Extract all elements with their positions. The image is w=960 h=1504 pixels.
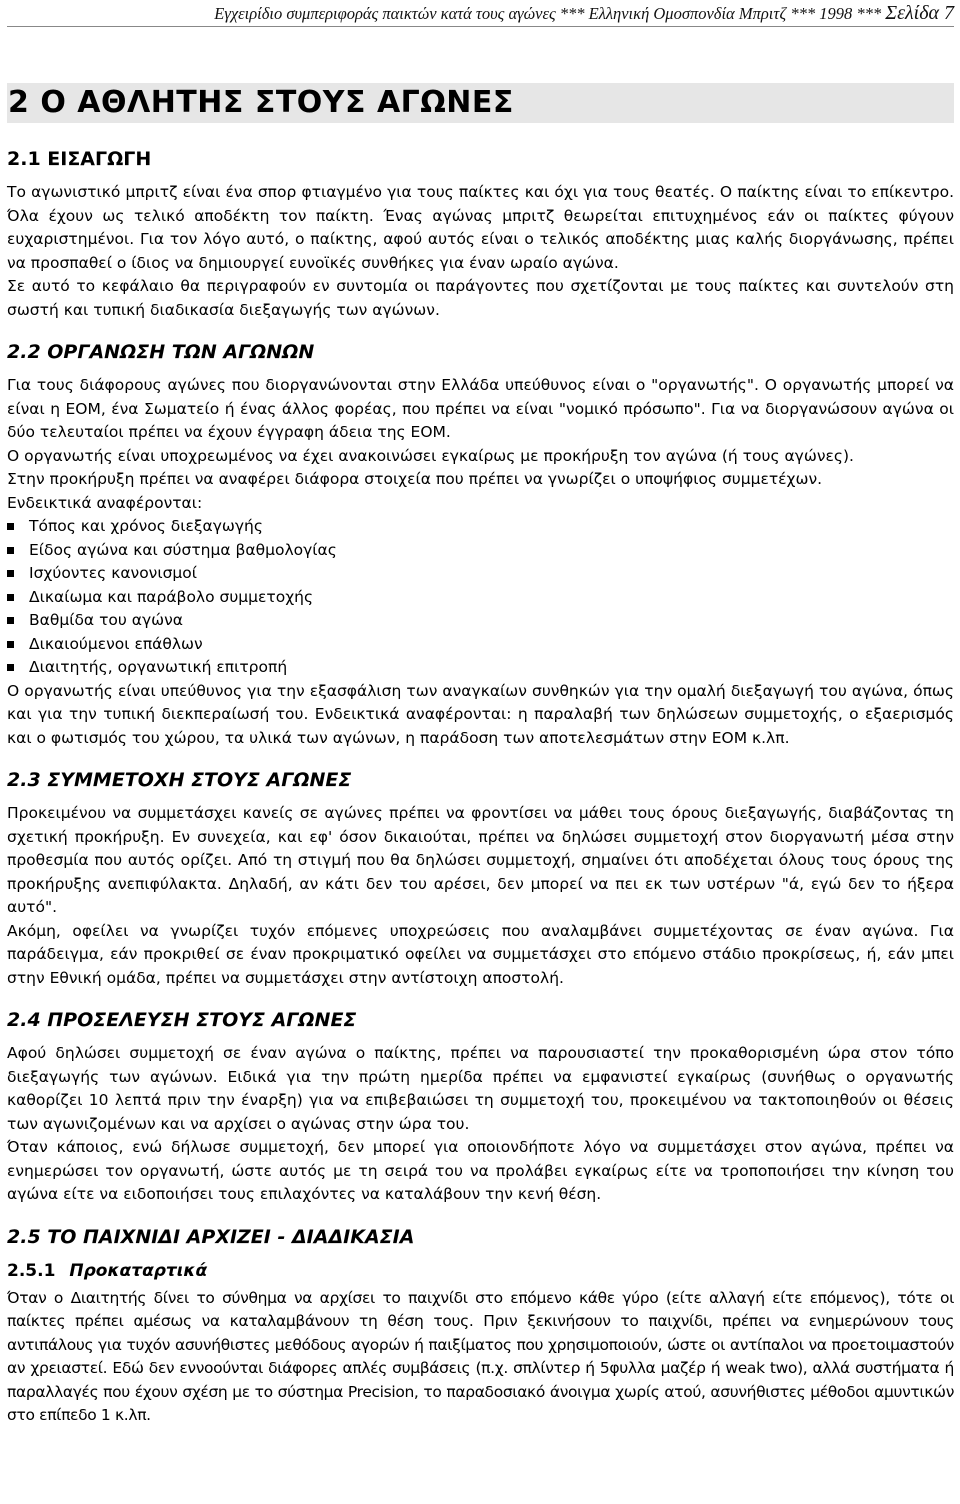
subsection-number: 2.5.1 (7, 1260, 56, 1281)
paragraph: Ο οργανωτής είναι υπεύθυνος για την εξασφάλιση των αναγκαίων συνθηκών για την ομαλή διεξαγωγή του αγώνα, όπως και για την τυπική διεκπεραίωσή του. Ενδεικτικά αναφέρονται: η παραλαβή των δηλώσεων συμμετοχής, ο εξαερισμός και ο φωτισμός του χώρου, τα υλικά των αγώνων, η παράδοση των αποτελεσμάτων στην ΕΟΜ κ.λπ. (7, 681, 954, 747)
square-bullet-icon (7, 594, 14, 601)
paragraph: Ενδεικτικά αναφέρονται: (7, 493, 203, 512)
square-bullet-icon (7, 641, 14, 648)
section-heading: 2.5 ΤΟ ΠΑΙΧΝΙΔΙ ΑΡΧΙΖΕΙ - ΔΙΑΔΙΚΑΣΙΑ (7, 1225, 415, 1248)
bullet-list (7, 515, 954, 680)
section-heading: 2.2 ΟΡΓΑΝΩΣΗ ΤΩΝ ΑΓΩΝΩΝ (7, 341, 315, 363)
section-2-5 (7, 1225, 954, 1428)
running-header (7, 0, 954, 27)
paragraph: Αφού δηλώσει συμμετοχή σε έναν αγώνα ο παίκτης, πρέπει να παρουσιαστεί την προκαθορισμένη ώρα στον τόπο διεξαγωγής των αγώνων. Ειδικά για την πρώτη ημερίδα πρέπει να εμφανιστεί εγκαίρως (συνήθως ο οργανωτής καθορίζει 10 λεπτά πριν την έναρξη) για να επιβεβαιώσει τη συμμετοχή του, προκειμένου να τακτοποιηθούν οι θέσεις των αγωνιζομένων και να αρχίσει ο αγώνας στην ώρα του. (7, 1044, 954, 1133)
square-bullet-icon (7, 523, 14, 530)
square-bullet-icon (7, 664, 14, 671)
list-item: Ισχύοντες κανονισμοί (7, 562, 954, 586)
section-heading: 2.3 ΣΥΜΜΕΤΟΧΗ ΣΤΟΥΣ ΑΓΩΝΕΣ (7, 769, 352, 791)
list-item: Δικαίωμα και παράβολο συμμετοχής (7, 586, 954, 610)
section-heading: 2.1 ΕΙΣΑΓΩΓΗ (7, 148, 152, 170)
paragraph: Για τους διάφορους αγώνες που διοργανώνονται στην Ελλάδα υπεύθυνος είναι ο "οργανωτής". Ο οργανωτής μπορεί να είναι η ΕΟΜ, ένα Σωματείο ή ένας άλλος φορέας, που πρέπει να είναι "νομικό πρόσωπο". Για να διοργανώσουν αγώνα οι δύο τελευταίοι πρέπει να έχουν έγγραφη άδεια της ΕΟΜ. (7, 376, 954, 441)
list-item: Τόπος και χρόνος διεξαγωγής (7, 515, 954, 539)
chapter-title: 2 Ο ΑΘΛΗΤΗΣ ΣΤΟΥΣ ΑΓΩΝΕΣ (7, 83, 954, 123)
section-2-2 (7, 340, 954, 750)
list-item: Δικαιούμενοι επάθλων (7, 633, 954, 657)
paragraph: Σε αυτό το κεφάλαιο θα περιγραφούν εν συντομία οι παράγοντες που σχετίζονται με τους παίκτες και συντελούν στη σωστή και τυπική διαδικασία διεξαγωγής των αγώνων. (7, 277, 954, 319)
subsection-heading (7, 1259, 954, 1283)
section-2-3 (7, 768, 954, 990)
list-item: Βαθμίδα του αγώνα (7, 609, 954, 633)
paragraph: Στην προκήρυξη πρέπει να αναφέρει διάφορα στοιχεία που πρέπει να γνωρίζει ο υποψήφιος συμμετέχων. (7, 470, 823, 488)
page-number: Σελίδα 7 (885, 2, 954, 24)
paragraph: Το αγωνιστικό μπριτζ είναι ένα σπορ φτιαγμένο για τους παίκτες και όχι για τους θεατές. Ο παίκτης είναι το επίκεντρο. Όλα έχουν ως τελικό αποδέκτη τον παίκτη. Ένας αγώνας μπριτζ θεωρείται επιτυχημένος εάν οι παίκτες φύγουν ευχαριστημένοι. Για τον λόγο αυτό, ο παίκτης, αφού αυτός είναι ο τελικός αποδέκτης μιας καλής διοργάνωσης, πρέπει να προσπαθεί ο ίδιος να δημιουργεί ευνοϊκές συνθήκες για έναν ωραίο αγώνα. (7, 183, 954, 272)
section-2-1 (7, 147, 954, 322)
list-item: Είδος αγώνα και σύστημα βαθμολογίας (7, 539, 954, 563)
square-bullet-icon (7, 570, 14, 577)
paragraph: Όταν κάποιος, ενώ δήλωσε συμμετοχή, δεν μπορεί για οποιονδήποτε λόγο να συμμετάσχει στον αγώνα, πρέπει να ενημερώσει τον οργανωτή, ώστε αυτός με τη σειρά του να προλάβει εγκαίρως είτε να τροποποιήσει την κίνηση του αγώνα είτε να ειδοποιήσει τους επιλαχόντες να καταλάβουν την κενή θέση. (7, 1138, 954, 1203)
paragraph: Όταν ο Διαιτητής δίνει το σύνθημα να αρχίσει το παιχνίδι στο επόμενο κάθε γύρο (είτε αλλαγή είτε επόμενος), τότε οι παίκτες πρέπει αμέσως να καταλαμβάνουν τη θέση τους. Πριν ξεκινήσουν το παιχνίδι, πρέπει να ενημερώνουν τους αντιπάλους για τυχόν ασυνήθιστες μεθόδους αγορών ή παιξίματος που χρησιμοποιούν, ώστε οι αντίπαλοι να προετοιμαστούν αν χρειαστεί. Εδώ δεν εννοούνται διάφορες απλές συμβάσεις (π.χ. σπλίντερ ή 5φυλλα μαζέρ ή weak two), αλλά συστήματα ή παραλλαγές που έχουν σχέση με το σύστημα Precision, το παραδοσιακό άνοιγμα χωρίς ατού, ασυνήθιστες μέθοδοι αμυντικών στο επίπεδο 1 κ.λπ. (7, 1288, 954, 1424)
running-title: Εγχειρίδιο συμπεριφοράς παικτών κατά τους αγώνες *** Ελληνική Ομοσπονδία Μπριτζ *** 1998 *** (214, 4, 882, 23)
list-item: Διαιτητής, οργανωτική επιτροπή (7, 656, 954, 680)
section-2-4 (7, 1008, 954, 1207)
paragraph: Προκειμένου να συμμετάσχει κανείς σε αγώνες πρέπει να φροντίσει να μάθει τους όρους διεξαγωγής, διαβάζοντας τη σχετική προκήρυξη. Εν συνεχεία, και εφ' όσον δικαιούται, πρέπει να δηλώσει συμμετοχή στον διοργανωτή μέσα στην προθεσμία που αυτός ορίζει. Από τη στιγμή που θα δηλώσει συμμετοχή, σημαίνει ότι αποδέχεται όλους τους όρους της προκήρυξης ανεπιφύλακτα. Δηλαδή, αν κάτι δεν του αρέσει, δεν μπορεί να πει εκ των υστέρων "ά, εγώ δεν το ήξερα αυτό". (7, 804, 954, 916)
subsection-title: Προκαταρτικά (69, 1260, 208, 1281)
section-heading: 2.4 ΠΡΟΣΕΛΕΥΣΗ ΣΤΟΥΣ ΑΓΩΝΕΣ (7, 1009, 357, 1031)
square-bullet-icon (7, 547, 14, 554)
paragraph: Ο οργανωτής είναι υποχρεωμένος να έχει ανακοινώσει εγκαίρως με προκήρυξη τον αγώνα (ή τους αγώνες). (7, 446, 854, 465)
paragraph: Ακόμη, οφείλει να γνωρίζει τυχόν επόμενες υποχρεώσεις που αναλαμβάνει συμμετέχοντας σε έναν αγώνα. Για παράδειγμα, εάν προκριθεί σε έναν προκριματικό οφείλει να συμμετάσχει στο επόμενο στάδιο προκρίσεως, ή, εάν μπει στην Εθνική ομάδα, πρέπει να συμμετάσχει στην αντίστοιχη αποστολή. (7, 921, 954, 987)
document-page (7, 0, 954, 1428)
square-bullet-icon (7, 617, 14, 624)
